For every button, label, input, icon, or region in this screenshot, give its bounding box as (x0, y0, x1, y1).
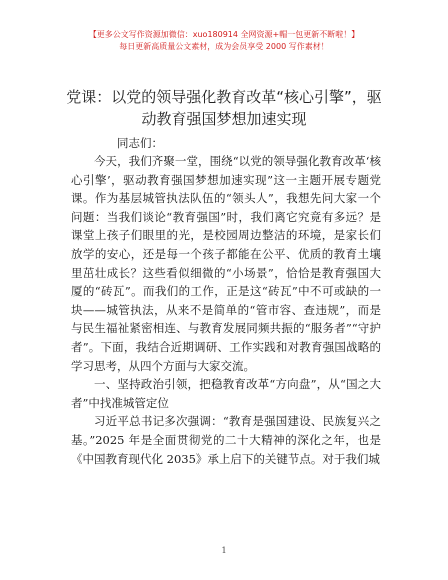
page-number: 1 (221, 546, 227, 555)
paragraph-intro: 今天，我们齐聚一堂，围绕“以党的领导强化教育改革‘核心引擎’，驱动教育强国梦想加速实现”这一主题开展专题党课。作为基层城管执法队伍的“领头人”，我想先问大家一个问题：当我们谈论“教育强国”时，我们离它究竟有多远？是课堂上孩子们眼里的光，是校园周边整洁的环境，是家长们放学的安心，还是每一个孩子都能在公平、优质的教育土壤里茁壮成长？这些看似细微的“小场景”，恰恰是教育强国大厦的“砖瓦”。而我们的工作，正是这“砖瓦”中不可或缺的一块——城管执法，从来不是简单的“管市容、查违规”，而是与民生福祉紧密相连、与教育发展同频共振的“服务者”“守护者”。下面，我结合近期调研、工作实践和对教育强国战略的学习思考，从四个方面与大家交流。 (71, 154, 381, 373)
section-heading-1: 一、坚持政治引领，把稳教育改革“方向盘”，从“国之大者”中找准城管定位 (71, 377, 381, 410)
paragraph-section-1: 习近平总书记多次强调：“教育是强国建设、民族复兴之基。”2025 年是全面贯彻党的二十大精神的深化之年，也是《中国教育现代化 2035》承上启下的关键节点。对于我们城 (71, 414, 381, 466)
resource-banner-line-1: 【更多公文写作资源加微信：xuo180914 全网资源+帽一包更新不断啦！】 (88, 30, 360, 39)
document-body (71, 152, 381, 468)
document-title: 党课：以党的领导强化教育改革“核心引擎”，驱动教育强国梦想加速实现 (66, 88, 382, 128)
greeting: 同志们： (117, 136, 163, 150)
resource-banner-line-2: 每日更新高质量公文素材，成为会员享受 2000 写作素材！ (119, 42, 329, 51)
